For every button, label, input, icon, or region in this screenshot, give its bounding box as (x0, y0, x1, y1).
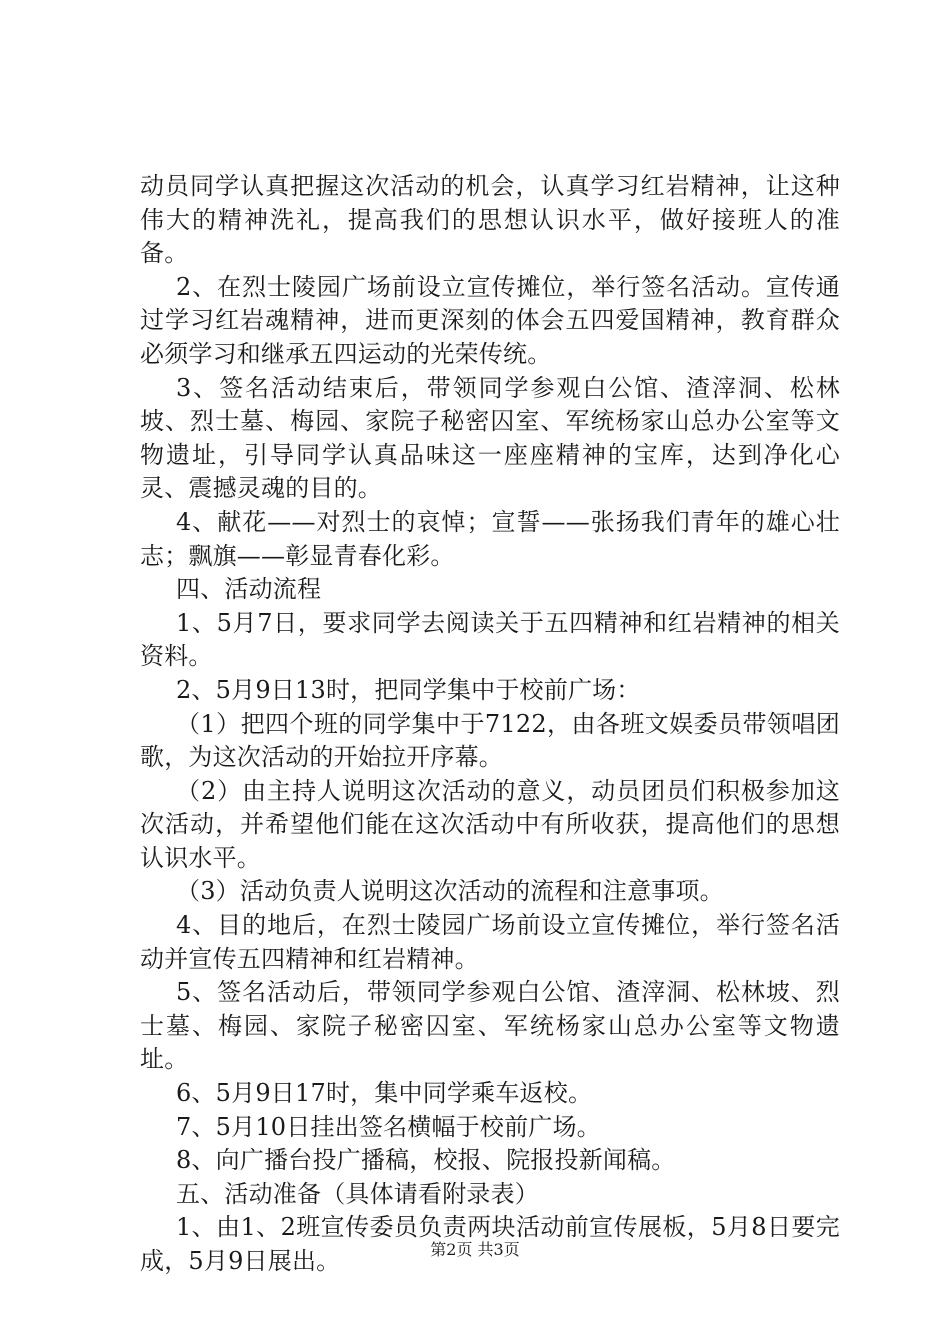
process-step-2: 2、5月9日13时，把同学集中于校前广场： (176, 675, 641, 704)
preparation-step-1: 1、由1、2班宣传委员负责两块活动前宣传展板，5月8日要完成，5月9日展出。 (140, 1213, 840, 1275)
process-step-7: 7、5月10日挂出签名横幅于校前广场。 (176, 1112, 601, 1141)
process-step-8: 8、向广播台投广播稿，校报、院报投新闻稿。 (176, 1146, 676, 1175)
paragraph-item-2: 2、在烈士陵园广场前设立宣传摊位，举行签名活动。宣传通过学习红岩魂精神，进而更深刻的体会五四爱国精神，教育群众必须学习和继承五四运动的光荣传统。 (140, 272, 840, 368)
process-substep-3: （3）活动负责人说明这次活动的流程和注意事项。 (176, 877, 724, 906)
paragraph-item-4: 4、献花——对烈士的哀悼；宣誓——张扬我们青年的雄心壮志；飘旗——彰显青春化彩。 (140, 507, 840, 570)
page-footer: 第2页 共3页 (430, 1240, 520, 1259)
document-body (140, 170, 840, 1279)
process-substep-2: （2）由主持人说明这次活动的意义，动员团员们积极参加这次活动，并希望他们能在这次活动中有所收获，提高他们的思想认识水平。 (140, 776, 840, 872)
process-substep-1: （1）把四个班的同学集中于7122，由各班文娱委员带领唱团歌，为这次活动的开始拉开序幕。 (140, 709, 840, 772)
paragraph-continued: 动员同学认真把握这次活动的机会，认真学习红岩精神，让这种伟大的精神洗礼，提高我们的思想认识水平，做好接班人的准备。 (140, 172, 840, 268)
process-step-6: 6、5月9日17时，集中同学乘车返校。 (176, 1079, 593, 1108)
section-heading-preparation: 五、活动准备（具体请看附录表） (176, 1179, 539, 1208)
process-step-1: 1、5月7日，要求同学去阅读关于五四精神和红岩精神的相关资料。 (140, 608, 840, 671)
process-step-5: 5、签名活动后，带领同学参观白公馆、渣滓洞、松林坡、烈士墓、梅园、家院子秘密囚室、军统杨家山总办公室等文物遗址。 (140, 978, 840, 1074)
section-heading-process: 四、活动流程 (176, 575, 322, 604)
paragraph-item-3: 3、签名活动结束后，带领同学参观白公馆、渣滓洞、松林坡、烈士墓、梅园、家院子秘密囚室、军统杨家山总办公室等文物遗址，引导同学认真品味这一座座精神的宝库，达到净化心灵、震撼灵魂的目的。 (140, 373, 840, 503)
process-step-4: 4、目的地后，在烈士陵园广场前设立宣传摊位，举行签名活动并宣传五四精神和红岩精神。 (140, 911, 840, 973)
